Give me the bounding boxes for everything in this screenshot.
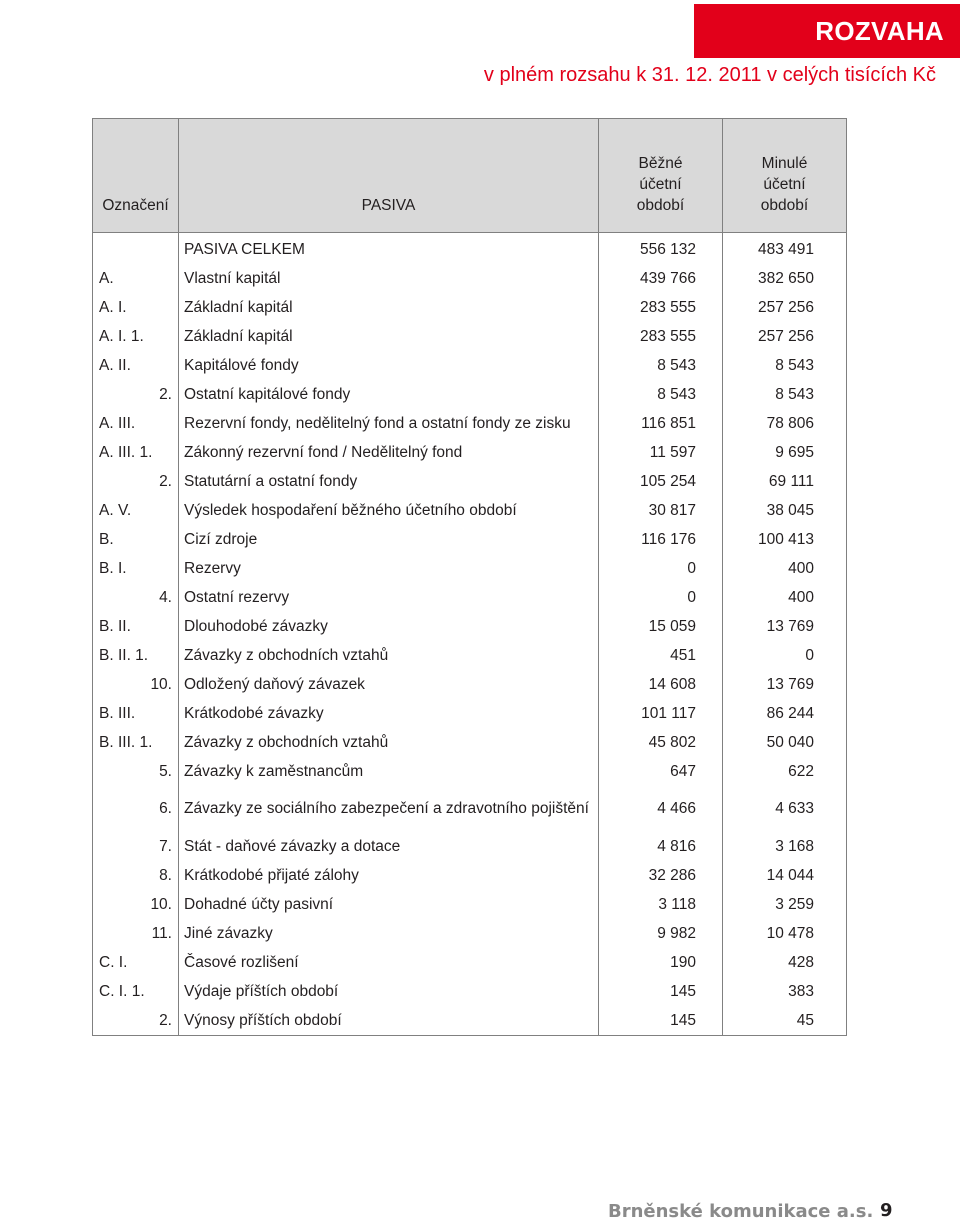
row-previous-value: 50 040 — [723, 728, 847, 757]
row-previous-value: 0 — [723, 641, 847, 670]
table-row — [93, 322, 847, 351]
row-current-value: 145 — [599, 977, 723, 1006]
row-name: Krátkodobé přijaté zálohy — [179, 861, 599, 890]
row-name: Základní kapitál — [179, 293, 599, 322]
row-name: Stát - daňové závazky a dotace — [179, 832, 599, 861]
row-name: Cizí zdroje — [179, 525, 599, 554]
row-code: A. II. — [93, 351, 179, 380]
row-current-value: 32 286 — [599, 861, 723, 890]
table-row — [93, 757, 847, 786]
row-name: Výsledek hospodaření běžného účetního období — [179, 496, 599, 525]
row-current-value: 116 176 — [599, 525, 723, 554]
row-previous-value: 382 650 — [723, 264, 847, 293]
row-code: 11. — [93, 919, 179, 948]
row-code: 8. — [93, 861, 179, 890]
row-current-value: 556 132 — [599, 233, 723, 265]
row-current-value: 190 — [599, 948, 723, 977]
row-code: B. III. — [93, 699, 179, 728]
row-previous-value: 400 — [723, 583, 847, 612]
row-name: Ostatní kapitálové fondy — [179, 380, 599, 409]
row-name: Závazky z obchodních vztahů — [179, 641, 599, 670]
table-row — [93, 1006, 847, 1036]
row-name: Dlouhodobé závazky — [179, 612, 599, 641]
row-current-value: 45 802 — [599, 728, 723, 757]
row-previous-value: 13 769 — [723, 670, 847, 699]
table-row — [93, 699, 847, 728]
row-current-value: 439 766 — [599, 264, 723, 293]
row-name: Časové rozlišení — [179, 948, 599, 977]
row-code: B. II. — [93, 612, 179, 641]
row-code: 10. — [93, 670, 179, 699]
row-previous-value: 10 478 — [723, 919, 847, 948]
row-name: Krátkodobé závazky — [179, 699, 599, 728]
table-row — [93, 670, 847, 699]
row-current-value: 11 597 — [599, 438, 723, 467]
row-code: A. I. 1. — [93, 322, 179, 351]
row-previous-value: 428 — [723, 948, 847, 977]
row-name: Závazky ze sociálního zabezpečení a zdravotního pojištění — [179, 786, 599, 832]
row-name: Základní kapitál — [179, 322, 599, 351]
row-previous-value: 69 111 — [723, 467, 847, 496]
row-name: Rezervy — [179, 554, 599, 583]
row-code: 4. — [93, 583, 179, 612]
row-name: Rezervní fondy, nedělitelný fond a ostatní fondy ze zisku — [179, 409, 599, 438]
row-previous-value: 8 543 — [723, 380, 847, 409]
row-previous-value: 3 259 — [723, 890, 847, 919]
column-header-current-line: období — [636, 197, 685, 214]
row-current-value: 9 982 — [599, 919, 723, 948]
column-header-current — [599, 119, 723, 233]
row-code: C. I. 1. — [93, 977, 179, 1006]
column-header-current-line: Běžné — [638, 155, 683, 172]
table-row — [93, 890, 847, 919]
table-row — [93, 977, 847, 1006]
row-name: Kapitálové fondy — [179, 351, 599, 380]
column-header-previous-line: Minulé — [761, 155, 808, 172]
row-name: Odložený daňový závazek — [179, 670, 599, 699]
row-previous-value: 622 — [723, 757, 847, 786]
row-current-value: 0 — [599, 554, 723, 583]
row-current-value: 3 118 — [599, 890, 723, 919]
report-subtitle: v plném rozsahu k 31. 12. 2011 v celých tisících Kč — [483, 64, 936, 86]
column-header-name: PASIVA — [179, 119, 599, 233]
row-current-value: 30 817 — [599, 496, 723, 525]
row-current-value: 101 117 — [599, 699, 723, 728]
table-row — [93, 919, 847, 948]
column-header-previous-line: účetní — [763, 176, 806, 193]
row-code: 2. — [93, 1006, 179, 1036]
row-previous-value: 3 168 — [723, 832, 847, 861]
row-code: C. I. — [93, 948, 179, 977]
row-current-value: 0 — [599, 583, 723, 612]
row-previous-value: 257 256 — [723, 322, 847, 351]
row-name: Jiné závazky — [179, 919, 599, 948]
table-row — [93, 583, 847, 612]
row-code: A. I. — [93, 293, 179, 322]
row-current-value: 145 — [599, 1006, 723, 1036]
row-code: A. — [93, 264, 179, 293]
row-name: Ostatní rezervy — [179, 583, 599, 612]
table-row — [93, 861, 847, 890]
row-name: Statutární a ostatní fondy — [179, 467, 599, 496]
row-code: 6. — [93, 786, 179, 832]
row-code: 7. — [93, 832, 179, 861]
row-code: 5. — [93, 757, 179, 786]
table-row — [93, 525, 847, 554]
table-row — [93, 641, 847, 670]
row-previous-value: 45 — [723, 1006, 847, 1036]
row-code: 2. — [93, 380, 179, 409]
row-current-value: 116 851 — [599, 409, 723, 438]
column-header-previous — [723, 119, 847, 233]
column-header-previous-line: období — [760, 197, 809, 214]
row-previous-value: 86 244 — [723, 699, 847, 728]
row-code: B. I. — [93, 554, 179, 583]
row-name: Dohadné účty pasivní — [179, 890, 599, 919]
company-name: Brněnské komunikace a.s. — [608, 1201, 874, 1222]
table-header-row — [93, 119, 847, 233]
row-previous-value: 100 413 — [723, 525, 847, 554]
row-previous-value: 483 491 — [723, 233, 847, 265]
table-row — [93, 380, 847, 409]
row-current-value: 283 555 — [599, 293, 723, 322]
table-row — [93, 409, 847, 438]
report-title: ROZVAHA — [815, 15, 944, 46]
column-header-current-line: účetní — [639, 176, 682, 193]
table-row — [93, 554, 847, 583]
row-current-value: 8 543 — [599, 380, 723, 409]
row-previous-value: 9 695 — [723, 438, 847, 467]
row-current-value: 647 — [599, 757, 723, 786]
row-code: B. — [93, 525, 179, 554]
table-row — [93, 438, 847, 467]
row-current-value: 8 543 — [599, 351, 723, 380]
table-row — [93, 293, 847, 322]
balance-sheet-table — [92, 118, 847, 1036]
row-current-value: 4 816 — [599, 832, 723, 861]
row-previous-value: 383 — [723, 977, 847, 1006]
table-row — [93, 467, 847, 496]
row-previous-value: 13 769 — [723, 612, 847, 641]
row-current-value: 15 059 — [599, 612, 723, 641]
row-name: Vlastní kapitál — [179, 264, 599, 293]
row-code: 10. — [93, 890, 179, 919]
row-previous-value: 8 543 — [723, 351, 847, 380]
row-current-value: 105 254 — [599, 467, 723, 496]
row-code: B. II. 1. — [93, 641, 179, 670]
page-number: 9 — [880, 1200, 893, 1221]
row-code: B. III. 1. — [93, 728, 179, 757]
row-name: Závazky z obchodních vztahů — [179, 728, 599, 757]
row-code: A. III. 1. — [93, 438, 179, 467]
row-code — [93, 233, 179, 265]
row-current-value: 451 — [599, 641, 723, 670]
table-row — [93, 264, 847, 293]
row-name: Závazky k zaměstnancům — [179, 757, 599, 786]
table-row — [93, 233, 847, 265]
table-row — [93, 496, 847, 525]
table-row — [93, 948, 847, 977]
row-previous-value: 4 633 — [723, 786, 847, 832]
table-row — [93, 351, 847, 380]
report-title-banner — [694, 4, 960, 58]
row-previous-value: 14 044 — [723, 861, 847, 890]
row-code: A. V. — [93, 496, 179, 525]
row-code: 2. — [93, 467, 179, 496]
table-row — [93, 832, 847, 861]
row-previous-value: 257 256 — [723, 293, 847, 322]
row-name: PASIVA CELKEM — [179, 233, 599, 265]
row-previous-value: 400 — [723, 554, 847, 583]
column-header-code: Označení — [93, 119, 179, 233]
row-name: Výnosy příštích období — [179, 1006, 599, 1036]
row-name: Výdaje příštích období — [179, 977, 599, 1006]
row-current-value: 4 466 — [599, 786, 723, 832]
row-previous-value: 78 806 — [723, 409, 847, 438]
table-row — [93, 786, 847, 832]
row-current-value: 14 608 — [599, 670, 723, 699]
row-name: Zákonný rezervní fond / Nedělitelný fond — [179, 438, 599, 467]
row-previous-value: 38 045 — [723, 496, 847, 525]
row-code: A. III. — [93, 409, 179, 438]
table-row — [93, 728, 847, 757]
row-current-value: 283 555 — [599, 322, 723, 351]
table-body — [93, 233, 847, 1036]
table-row — [93, 612, 847, 641]
